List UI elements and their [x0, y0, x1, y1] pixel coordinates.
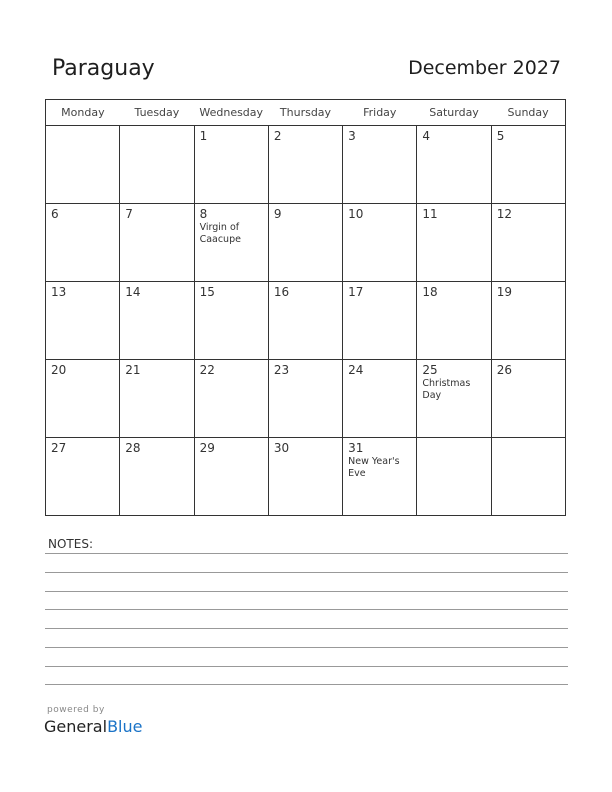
day-number: 25: [422, 363, 438, 377]
day-number: 26: [496, 363, 512, 377]
day-cell: [491, 282, 565, 360]
day-number: 4: [422, 129, 431, 143]
notes-line: [45, 609, 568, 610]
day-number: 2: [273, 129, 282, 143]
day-cell: [417, 282, 491, 360]
day-number: 8: [199, 207, 208, 221]
notes-line: [45, 628, 568, 629]
day-number: 13: [51, 285, 67, 299]
day-number: 10: [348, 207, 364, 221]
day-cell: [268, 282, 342, 360]
weekday-header-row: [46, 100, 566, 126]
day-number: 3: [348, 129, 356, 143]
weekday-header: Monday: [46, 100, 120, 126]
day-cell: [46, 204, 120, 282]
holiday-label: Virgin of Caacupe: [199, 222, 241, 245]
day-cell: [46, 438, 120, 516]
day-cell: [268, 126, 342, 204]
day-cell: [268, 438, 342, 516]
calendar-month-title: December 2027: [408, 57, 561, 79]
day-number: 21: [125, 363, 141, 377]
weekday-header: Thursday: [268, 100, 342, 126]
calendar-grid: [45, 99, 566, 516]
day-cell: [194, 360, 268, 438]
day-cell: [194, 204, 268, 282]
day-number: 28: [125, 441, 141, 455]
day-cell: [417, 126, 491, 204]
notes-label: NOTES:: [48, 537, 93, 551]
day-cell: [343, 282, 417, 360]
week-row: [46, 438, 566, 516]
day-number: 17: [348, 285, 364, 299]
day-cell: [120, 360, 194, 438]
day-number: 9: [273, 207, 282, 221]
day-number: 31: [348, 441, 364, 455]
day-number: 5: [496, 129, 505, 143]
notes-line: [45, 666, 568, 667]
week-row: [46, 204, 566, 282]
day-cell: [194, 282, 268, 360]
day-cell: [268, 204, 342, 282]
day-number: 14: [125, 285, 141, 299]
day-number: 20: [51, 363, 67, 377]
day-number: 19: [496, 285, 512, 299]
holiday-label: Christmas Day: [422, 378, 471, 401]
day-number: 22: [199, 363, 215, 377]
day-number: 24: [348, 363, 364, 377]
week-row: [46, 282, 566, 360]
weekday-header: Friday: [343, 100, 417, 126]
day-number: 16: [273, 285, 290, 299]
weekday-header: Saturday: [417, 100, 491, 126]
day-cell: [46, 360, 120, 438]
day-number: 30: [273, 441, 290, 455]
day-cell: [491, 438, 565, 516]
day-number: 7: [125, 207, 133, 221]
day-cell: [417, 204, 491, 282]
day-cell: [343, 204, 417, 282]
day-cell: [46, 126, 120, 204]
notes-line: [45, 647, 568, 648]
day-cell: [194, 126, 268, 204]
day-number: 11: [422, 207, 438, 221]
day-cell: [343, 438, 417, 516]
week-row: [46, 126, 566, 204]
brand-general-text: General: [44, 717, 108, 736]
calendar-country-title: Paraguay: [52, 56, 155, 81]
brand-blue-text: Blue: [107, 717, 143, 736]
weekday-header: Tuesday: [120, 100, 194, 126]
weekday-header: Sunday: [491, 100, 565, 126]
day-cell: [417, 360, 491, 438]
day-number: 29: [199, 441, 215, 455]
day-cell: [491, 360, 565, 438]
day-cell: [120, 282, 194, 360]
week-row: [46, 360, 566, 438]
day-cell: [194, 438, 268, 516]
holiday-label: New Year's Eve: [348, 456, 400, 479]
day-cell: [343, 360, 417, 438]
day-number: 27: [51, 441, 67, 455]
notes-line: [45, 572, 568, 573]
day-number: 12: [496, 207, 512, 221]
day-cell: [120, 204, 194, 282]
day-number: 23: [273, 363, 290, 377]
day-cell: [120, 126, 194, 204]
day-number: 15: [199, 285, 215, 299]
generalblue-logo: [44, 717, 142, 736]
notes-line: [45, 591, 568, 592]
day-cell: [491, 204, 565, 282]
day-cell: [343, 126, 417, 204]
day-number: 18: [422, 285, 438, 299]
day-number: 6: [51, 207, 59, 221]
notes-line: [45, 684, 568, 685]
powered-by-text: powered by: [47, 705, 105, 715]
day-number: 1: [199, 129, 208, 143]
day-cell: [417, 438, 491, 516]
day-cell: [491, 126, 565, 204]
weekday-header: Wednesday: [194, 100, 268, 126]
day-cell: [120, 438, 194, 516]
day-cell: [46, 282, 120, 360]
notes-line: [45, 553, 568, 554]
day-cell: [268, 360, 342, 438]
